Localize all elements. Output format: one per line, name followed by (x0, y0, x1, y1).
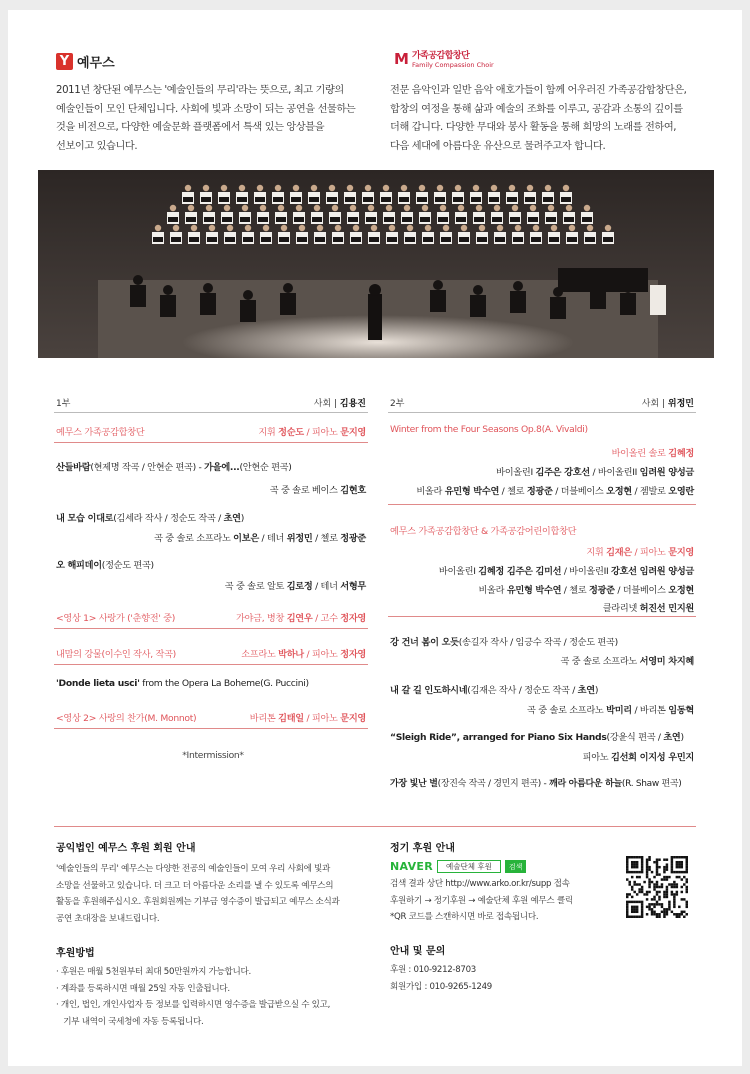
program-title: 예무스 가족공감합창단 (56, 427, 145, 438)
intermission: *Intermission* (182, 750, 244, 761)
program-page (8, 10, 742, 1066)
part2-host: 사회 | 위정민 (641, 399, 694, 409)
choir-logo-name-ko: 가족공감합창단 (411, 51, 470, 61)
divider (54, 412, 368, 413)
qr-code-icon[interactable] (626, 856, 688, 918)
support-description: '예술인들의 무리' 예무스는 다양한 전공의 예술인들이 모여 우리 사회에 빛과 소망을 선물하고 있습니다. 더 크고 더 아름다운 소리를 낼 수 있도록 예무스의 활동을 후원해주십시오. 후원회원께는 기부금 영수증이 발급되고 예무스 소식과 공연 초대장을 보내드립니다. (56, 864, 340, 924)
concert-photo (38, 170, 714, 358)
contact-title: 안내 및 문의 (390, 946, 446, 957)
yemus-intro: 2011년 창단된 예무스는 '예술인들의 무리'라는 뜻으로, 최고 기량의 예술인들이 모인 단체입니다. 사회에 빛과 소망이 되는 공연을 선물하는 것을 비전으로, 다양한 예술문화 플랫폼에서 특색 있는 앙상블을 선보이고 있습니다. (56, 85, 356, 152)
naver-logo: NAVER (390, 860, 433, 873)
part1-label: 1부 (56, 399, 71, 409)
program-title: 내 모습 이대로(김세라 작사 / 정순도 작곡 / 초연) (56, 513, 245, 524)
program-credit: 곡 중 솔로 소프라노 서영미 차지혜 (560, 656, 694, 667)
program-title: 산들바람(현제명 작곡 / 안현순 편곡) - 가을에...(안현순 편곡) (56, 462, 292, 473)
part2-label: 2부 (390, 399, 405, 409)
ensemble-line: 바이올린I 김혜정 김주은 김미선 / 바이올린II 강호선 임려원 양성금 (438, 566, 694, 577)
choir-stage-illustration (38, 170, 714, 358)
divider (54, 664, 368, 665)
support-method-title: 후원방법 (56, 948, 95, 959)
program-credit: 곡 중 솔로 소프라노 박미리 / 바리톤 임동혁 (527, 705, 694, 716)
program-credit: 바이올린 솔로 김혜정 (611, 448, 694, 459)
ensemble-line: 클라리넷 허진선 민지원 (602, 603, 694, 614)
contact-list: 후원 : 010-9212-8703 회원가입 : 010-9265-1249 (390, 965, 492, 992)
program-credit: 피아노 김선희 이지성 우민지 (582, 752, 694, 763)
ensemble-line: 비올라 유민형 박수연 / 첼로 정광준 / 더블베이스 오정현 / 젬발로 오영란 (416, 486, 694, 497)
divider (54, 826, 696, 827)
yemus-logo-name: 예무스 (77, 56, 115, 71)
regular-support-title: 정기 후원 안내 (390, 843, 455, 854)
program-credit: 가야금, 병창 김연우 / 고수 정자영 (235, 613, 366, 624)
support-title: 공익법인 예무스 후원 회원 안내 (56, 843, 196, 854)
choir-intro: 전문 음악인과 일반 음악 애호가들이 함께 어우러진 가족공감합창단은, 합창의 여정을 통해 삶과 예술의 조화를 이루고, 공감과 소통의 깊이를 더해 갑니다. 다양한 무대와 봉사 활동을 통해 희망의 노래를 전하여, 다음 세대에 아름다운 유산으로 물려주고자 합니다. (390, 85, 687, 152)
ensemble-line: 비올라 유민형 박수연 / 첼로 정광준 / 더블베이스 오정현 (478, 585, 694, 596)
program-credit: 지휘 정순도 / 피아노 문지영 (258, 427, 366, 438)
divider (388, 504, 696, 505)
program-title: <영상 1> 사랑가 ('춘향전' 중) (56, 613, 176, 624)
program-title: 내맘의 강물(이수인 작사, 작곡) (56, 649, 176, 660)
program-title: 가장 빛난 별(장진숙 작곡 / 경민지 편곡) - 깨라 아름다운 하늘(R. Shaw 편곡) (390, 779, 682, 789)
part1-host: 사회 | 김용진 (313, 399, 366, 409)
divider (388, 616, 696, 617)
program-credit: 바리톤 김태일 / 피아노 문지영 (249, 713, 366, 724)
program-title: Winter from the Four Seasons Op.8(A. Vivaldi) (390, 424, 588, 435)
program-title: <영상 2> 사랑의 찬가(M. Monnot) (56, 713, 197, 724)
divider (54, 728, 368, 729)
divider (54, 628, 368, 629)
divider (54, 442, 368, 443)
program-title: 오 해피데이(정순도 편곡) (56, 560, 154, 571)
regular-support-steps: 검색 결과 상단 http://www.arko.or.kr/supp 접속 후원하기 → 정기후원 → 예술단체 후원 예무스 클릭 *QR 코드를 스캔하시면 바로 접속됩니다. (390, 879, 573, 922)
divider (388, 412, 696, 413)
program-credit: 소프라노 박하나 / 피아노 정자영 (241, 649, 366, 660)
choir-logo-mark: M (394, 49, 409, 68)
program-credit: 곡 중 솔로 베이스 김현호 (269, 485, 366, 496)
yemus-logo (56, 52, 115, 71)
support-methods: · 후원은 매월 5천원부터 최대 50만원까지 가능합니다. · 계좌를 등록하시면 매월 25일 자동 인출됩니다. · 개인, 법인, 개인사업자 등 정보를 입력하시면 영수증을 발급받으실 수 있고, 기부 내역이 국세청에 자동 등록됩니다. (56, 967, 331, 1027)
naver-search-input[interactable]: 예술단체 후원 (437, 860, 501, 873)
program-credit: 곡 중 솔로 소프라노 이보은 / 테너 위정민 / 첼로 정광준 (154, 533, 366, 544)
program-credit: 지휘 김재은 / 피아노 문지영 (586, 547, 694, 558)
choir-logo (394, 48, 494, 69)
program-title: 'Donde lieta usci' from the Opera La Boheme(G. Puccini) (56, 678, 309, 689)
program-title: 내 갈 길 인도하시네(김재은 작사 / 정순도 작곡 / 초연) (390, 685, 599, 696)
yemus-logo-mark: Y (56, 53, 73, 70)
ensemble-line: 바이올린I 김주은 강호선 / 바이올린II 임려원 양성금 (496, 467, 694, 478)
program-title: 예무스 가족공감합창단 & 가족공감어린이합창단 (390, 526, 577, 537)
naver-search-button[interactable]: 검색 (505, 860, 527, 873)
program-title: “Sleigh Ride”, arranged for Piano Six Hands(강윤식 편곡 / 초연) (390, 732, 684, 743)
choir-logo-name-en: Family Compassion Choir (411, 61, 494, 69)
naver-search-bar (390, 860, 526, 873)
program-credit: 곡 중 솔로 알토 김로정 / 테너 서형무 (224, 581, 366, 592)
program-title: 강 건너 봄이 오듯(송길자 작사 / 임긍수 작곡 / 정순도 편곡) (390, 637, 618, 648)
